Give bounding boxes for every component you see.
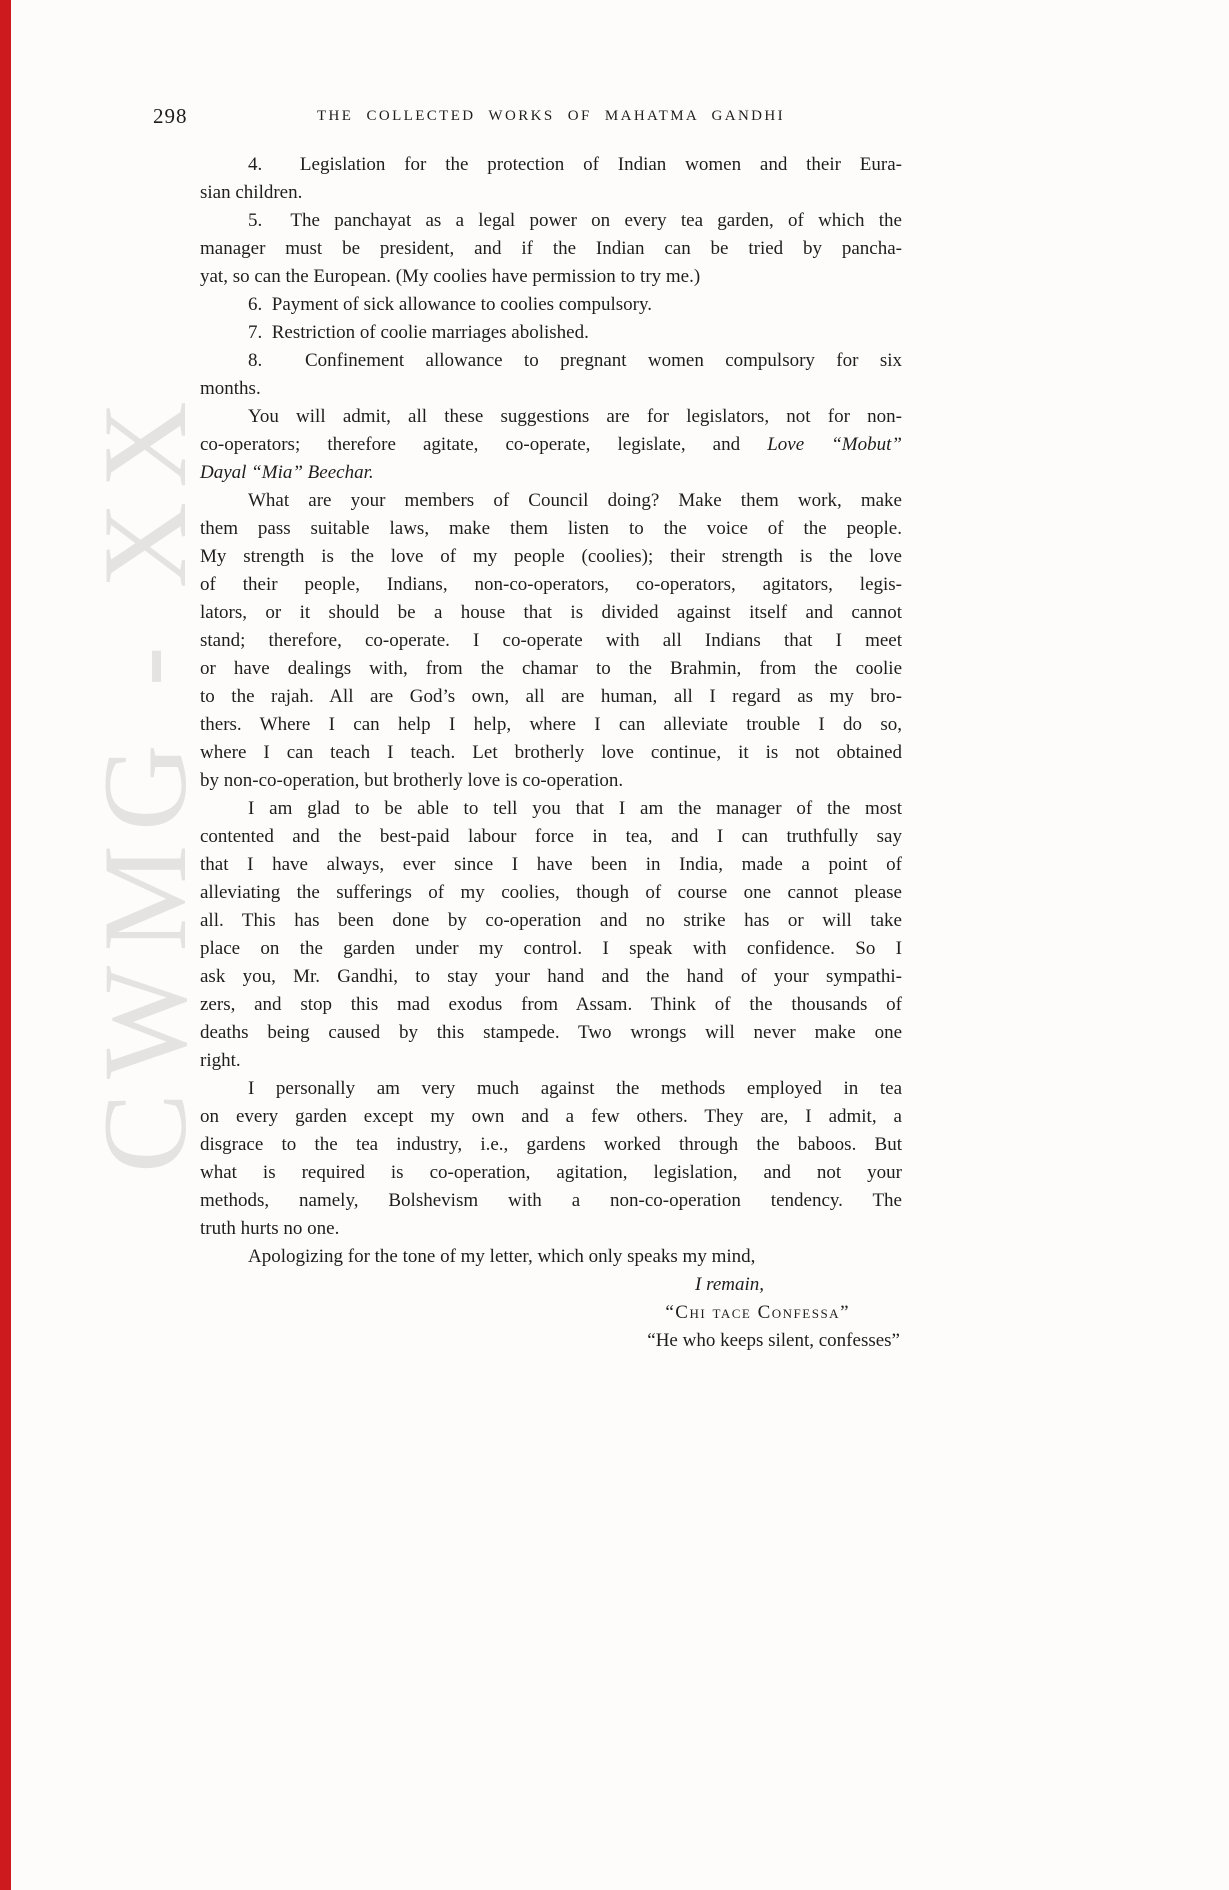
paragraph xyxy=(200,795,902,1075)
text-segment: yat, so can the European. (My coolies have permission to try me.) xyxy=(200,266,701,287)
text-line xyxy=(200,151,902,179)
text-segment: co-operators; therefore agitate, co-operate, legislate, and xyxy=(200,434,768,455)
text-segment: or have dealings with, from the chamar to the Brahmin, from the coolie xyxy=(200,658,902,679)
text-line xyxy=(200,935,902,963)
text-segment: lators, or it should be a house that is divided against itself and cannot xyxy=(200,602,902,623)
text-line xyxy=(200,711,902,739)
text-segment: them pass suitable laws, make them listen to the voice of the people. xyxy=(200,518,902,539)
text-segment: You will admit, all these suggestions are for legislators, not for non- xyxy=(248,406,902,427)
text-line xyxy=(200,319,902,347)
text-line xyxy=(200,459,902,487)
text-segment: methods, namely, Bolshevism with a non-co-operation tendency. The xyxy=(200,1190,902,1211)
text-line xyxy=(200,1075,902,1103)
text-line xyxy=(200,963,902,991)
text-segment: on every garden except my own and a few others. They are, I admit, a xyxy=(200,1106,902,1127)
text-line xyxy=(200,1243,902,1271)
text-line xyxy=(200,1047,902,1075)
text-line xyxy=(200,1103,902,1131)
text-segment: thers. Where I can help I help, where I can alleviate trouble I do so, xyxy=(200,714,902,735)
text-segment: all. This has been done by co-operation and no strike has or will take xyxy=(200,910,902,931)
text-segment: place on the garden under my control. I speak with confidence. So I xyxy=(200,938,902,959)
text-line xyxy=(200,571,902,599)
text-line xyxy=(200,795,902,823)
text-line xyxy=(200,1187,902,1215)
text-segment: 8. Confinement allowance to pregnant women compulsory for six xyxy=(248,350,902,371)
text-segment: Dayal “Mia” Beechar. xyxy=(200,462,374,483)
text-line xyxy=(200,627,902,655)
text-line xyxy=(200,291,902,319)
text-segment: 4. Legislation for the protection of Indian women and their Eura- xyxy=(248,154,902,175)
closing-block xyxy=(200,1271,902,1355)
text-block xyxy=(200,151,902,1271)
watermark: CWMG - XX xyxy=(78,387,211,1173)
text-line xyxy=(200,851,902,879)
text-segment: right. xyxy=(200,1050,241,1071)
text-segment: by non-co-operation, but brotherly love is co-operation. xyxy=(200,770,624,791)
text-segment: stand; therefore, co-operate. I co-operate with all Indians that I meet xyxy=(200,630,902,651)
paragraph xyxy=(200,207,902,291)
text-line xyxy=(200,431,902,459)
text-line xyxy=(200,1019,902,1047)
text-line xyxy=(200,767,902,795)
text-segment: of their people, Indians, non-co-operators, co-operators, agitators, legis- xyxy=(200,574,902,595)
text-segment: I personally am very much against the methods employed in tea xyxy=(248,1078,902,1099)
text-line xyxy=(200,347,902,375)
text-line xyxy=(200,739,902,767)
text-segment: zers, and stop this mad exodus from Assam. Think of the thousands of xyxy=(200,994,902,1015)
paragraph xyxy=(200,403,902,487)
text-line xyxy=(200,599,902,627)
text-segment: months. xyxy=(200,378,261,399)
closing-translation: “He who keeps silent, confesses” xyxy=(647,1330,900,1351)
text-segment: disgrace to the tea industry, i.e., gardens worked through the baboos. But xyxy=(200,1134,902,1155)
text-segment: 5. The panchayat as a legal power on every tea garden, of which the xyxy=(248,210,902,231)
text-line xyxy=(200,403,902,431)
scan-edge-strip xyxy=(0,0,11,1890)
text-segment: contented and the best-paid labour force in tea, and I can truthfully say xyxy=(200,826,902,847)
text-line xyxy=(200,655,902,683)
text-line xyxy=(200,179,902,207)
text-line xyxy=(200,1159,902,1187)
text-line xyxy=(200,487,902,515)
running-header: THE COLLECTED WORKS OF MAHATMA GANDHI xyxy=(316,108,786,124)
text-line xyxy=(200,879,902,907)
text-line xyxy=(200,991,902,1019)
text-segment: what is required is co-operation, agitation, legislation, and not your xyxy=(200,1162,902,1183)
text-line xyxy=(200,375,902,403)
page-content xyxy=(200,151,902,1355)
page-number: 298 xyxy=(153,104,188,128)
text-segment: truth hurts no one. xyxy=(200,1218,340,1239)
paragraph xyxy=(200,347,902,403)
text-segment: that I have always, ever since I have been in India, made a point of xyxy=(200,854,902,875)
paragraph xyxy=(200,319,902,347)
text-line xyxy=(200,207,902,235)
paragraph xyxy=(200,291,902,319)
text-segment: I am glad to be able to tell you that I am the manager of the most xyxy=(248,798,902,819)
text-segment: Apologizing for the tone of my letter, which only speaks my mind, xyxy=(248,1246,756,1267)
text-line xyxy=(200,1215,902,1243)
text-segment: where I can teach I teach. Let brotherly love continue, it is not obtained xyxy=(200,742,902,763)
text-segment: What are your members of Council doing? Make them work, make xyxy=(248,490,902,511)
text-segment: to the rajah. All are God’s own, all are human, all I regard as my bro- xyxy=(200,686,902,707)
text-segment: deaths being caused by this stampede. Two wrongs will never make one xyxy=(200,1022,902,1043)
text-segment: My strength is the love of my people (coolies); their strength is the love xyxy=(200,546,902,567)
text-segment: sian children. xyxy=(200,182,303,203)
text-line xyxy=(200,1131,902,1159)
text-segment: alleviating the sufferings of my coolies, though of course one cannot please xyxy=(200,882,902,903)
text-line xyxy=(200,823,902,851)
paragraph xyxy=(200,1075,902,1243)
text-segment: Love “Mobut” xyxy=(767,434,902,455)
text-line xyxy=(200,263,902,291)
text-line xyxy=(200,543,902,571)
paragraph xyxy=(200,151,902,207)
closing-signature: “Chi tace Confessa” xyxy=(665,1302,850,1323)
text-segment: 6. Payment of sick allowance to coolies compulsory. xyxy=(248,294,653,315)
text-segment: 7. Restriction of coolie marriages abolished. xyxy=(248,322,589,343)
text-segment: ask you, Mr. Gandhi, to stay your hand and the hand of your sympathi- xyxy=(200,966,902,987)
text-segment: manager must be president, and if the Indian can be tried by pancha- xyxy=(200,238,902,259)
text-line xyxy=(200,235,902,263)
paragraph xyxy=(200,487,902,795)
closing-salutation: I remain, xyxy=(695,1274,764,1295)
paragraph xyxy=(200,1243,902,1271)
text-line xyxy=(200,683,902,711)
text-line xyxy=(200,515,902,543)
text-line xyxy=(200,907,902,935)
